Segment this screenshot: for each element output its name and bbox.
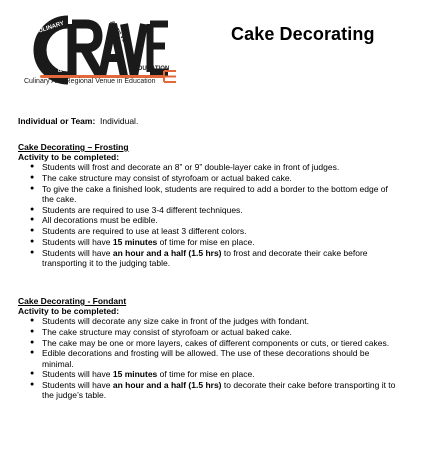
list-item: ● The cake may be one or more layers, cakes of different components or cuts, or tiered cakes.: [18, 338, 404, 348]
section-subheading: Activity to be completed:: [18, 152, 120, 162]
requirements-list: [18, 162, 404, 268]
list-item: ● Students will decorate any size cake in front of the judges with fondant.: [18, 316, 404, 326]
list-item: ● To give the cake a finished look, students are required to add a border to the bottom edge of the cake.: [18, 184, 404, 204]
section-frosting: [18, 142, 404, 269]
list-item: ● Students will have 15 minutes of time for mise en place.: [18, 237, 404, 247]
section-fondant: [18, 296, 404, 401]
list-item: ● Edible decorations and frosting will be allowed. The use of these decorations should be minimal.: [18, 348, 404, 368]
list-item: ● All decorations must be edible.: [18, 215, 404, 225]
list-item: ● Students are required to use at least 3 different colors.: [18, 226, 404, 236]
participation-info: [18, 116, 138, 126]
list-item: ● The cake structure may consist of styrofoam or actual baked cake.: [18, 327, 404, 337]
svg-text:CULINARY: CULINARY: [33, 20, 65, 36]
list-item: ● Students will have an hour and a half (1.5 hrs) to decorate their cake before transporting it to the judge’s table.: [18, 380, 404, 400]
logo-subtitle: Culinary Arts Regional Venue in Education: [24, 78, 156, 85]
svg-text:ARTS: ARTS: [108, 20, 122, 38]
list-item: ● Students will frost and decorate an 8” or 9” double-layer cake in front of judges.: [18, 162, 404, 172]
requirements-list: [18, 316, 404, 401]
list-item: ● The cake structure may consist of styrofoam or actual baked cake.: [18, 173, 404, 183]
list-item: ● Students will have an hour and a half (1.5 hrs) to frost and decorate their cake before transporting it to the judging table.: [18, 248, 404, 268]
list-item: ● Students are required to use 3-4 different techniques.: [18, 205, 404, 215]
svg-text:VENUE: VENUE: [118, 34, 134, 56]
svg-text:REGIONAL: REGIONAL: [58, 45, 64, 72]
section-heading: Cake Decorating – Frosting: [18, 142, 129, 152]
svg-text:EDUCATION: EDUCATION: [134, 66, 170, 72]
page-title: Cake Decorating: [231, 24, 375, 44]
participation-label: Individual or Team:: [18, 116, 96, 126]
section-heading: Cake Decorating - Fondant: [18, 296, 127, 306]
list-item: ● Students will have 15 minutes of time for mise en place.: [18, 369, 404, 379]
section-subheading: Activity to be completed:: [18, 306, 120, 316]
participation-value: Individual.: [100, 116, 139, 126]
